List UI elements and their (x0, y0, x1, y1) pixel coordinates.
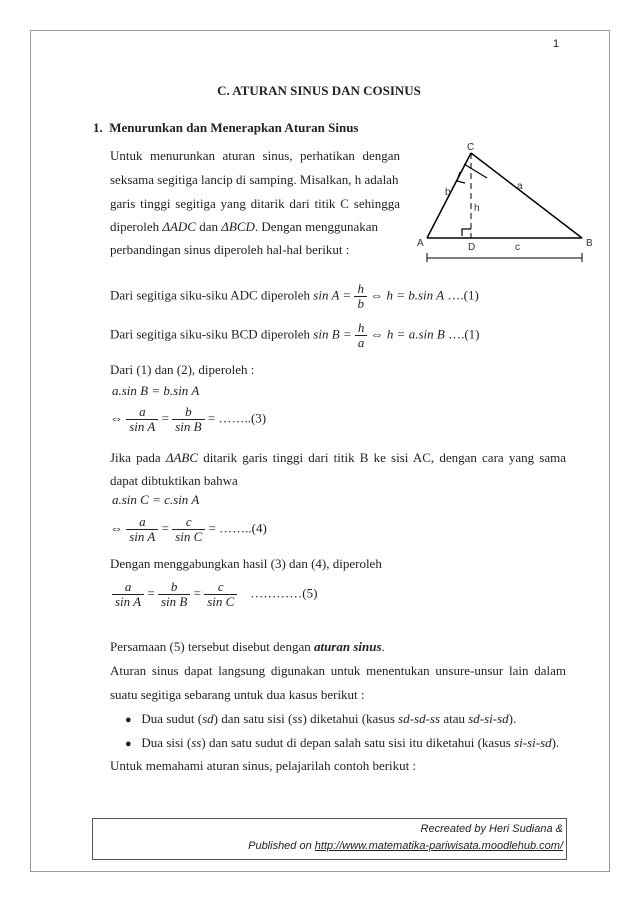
page-title: C. ATURAN SINUS DAN COSINUS (217, 83, 421, 98)
fraction: $\frac{h}{b}$ (354, 282, 367, 311)
paragraph-2-line-1: Jika pada ΔABC ditarik garis tinggi dari titik B ke sisi AC, dengan cara yang sama (110, 450, 566, 465)
vertex-label-a: A (417, 238, 424, 249)
list-item: ● Dua sudut (sd) dan satu sisi (ss) diketahui (kasus sd-sd-ss atau sd-si-sd). (125, 711, 517, 726)
equation-asinb: a.sin B = b.sin A (112, 383, 200, 398)
combine-text: Dengan menggabungkan hasil (3) dan (4), diperoleh (110, 556, 382, 571)
side-label-c: c (515, 242, 520, 253)
equation-4: ⇔ $\frac{a}{\text{sin A}}$ = $\frac{c}{\text{sin C}}$ = ……..(4) (110, 514, 267, 544)
footer-link[interactable]: http://www.matematika-pariwisata.moodlehub.com/ (314, 840, 563, 852)
equation-2: Dari segitiga siku-siku BCD diperoleh sin B = $\frac{h}{a}$ ⇔ h = a.sin B ….(1) (110, 320, 480, 350)
section-title: Menurunkan dan Menerapkan Aturan Sinus (109, 120, 359, 135)
closing-text: Untuk memahami aturan sinus, pelajarilah contoh berikut : (110, 758, 417, 773)
section-heading (93, 120, 359, 136)
intro-line-2: seksama segitiga lancip di samping. Misalkan, h adalah (110, 172, 399, 187)
vertex-label-b: B (586, 238, 593, 249)
section-number: 1. (93, 120, 103, 135)
paragraph-4-line-2: suatu segitiga sebarang untuk dua kasus berikut : (110, 687, 365, 702)
foot-label-d: D (468, 242, 476, 253)
height-label-h: h (474, 203, 480, 214)
footer-published: Published on http://www.matematika-pariwisata.moodlehub.com/ (248, 840, 563, 852)
intro-line-3: garis tinggi segitiga yang ditarik dari titik C sehingga (110, 196, 400, 211)
equation-1: Dari segitiga siku-siku ADC diperoleh sin A = $\frac{h}{b}$ ⇔ h = b.sin A ….(1) (110, 281, 479, 311)
side-label-a: a (517, 181, 523, 192)
equation-3: ⇔ $\frac{a}{\text{sin A}}$ = $\frac{b}{\text{sin B}}$ = ……..(3) (110, 404, 267, 434)
side-label-b: b (445, 187, 451, 198)
paragraph-2-line-2: dapat dibtuktikan bahwa (110, 473, 238, 488)
equation-5: $\frac{a}{\text{sin A}}$ = $\frac{b}{\text{sin B}}$ = $\frac{c}{\text{sin C}}$ …………(5) (112, 580, 317, 609)
vertex-label-c: C (467, 142, 475, 153)
paragraph-4-line-1: Aturan sinus dapat langsung digunakan untuk menentukan unsure-unsur lain dalam (110, 663, 566, 678)
triangle-diagram (410, 140, 610, 265)
bullet-icon: ● (125, 738, 132, 750)
paragraph-3: Persamaan (5) tersebut disebut dengan aturan sinus. (110, 639, 385, 654)
bullet-icon: ● (125, 714, 132, 726)
footer-credit: Recreated by Heri Sudiana & (420, 823, 563, 835)
intro-line-5: perbandingan sinus diperoleh hal-hal berikut : (110, 242, 350, 257)
page-number: 1 (553, 38, 560, 50)
equation-asinc: a.sin C = c.sin A (112, 492, 200, 507)
from-1-and-2: Dari (1) dan (2), diperoleh : (110, 362, 255, 377)
intro-line-1: Untuk menurunkan aturan sinus, perhatikan dengan (110, 148, 400, 163)
list-item: ● Dua sisi (ss) dan satu sudut di depan salah satu sisi itu diketahui (kasus si-si-sd). (125, 735, 560, 750)
intro-line-4: diperoleh ΔADC dan ΔBCD. Dengan menggunakan (110, 219, 379, 234)
fraction: $\frac{h}{a}$ (355, 321, 368, 350)
